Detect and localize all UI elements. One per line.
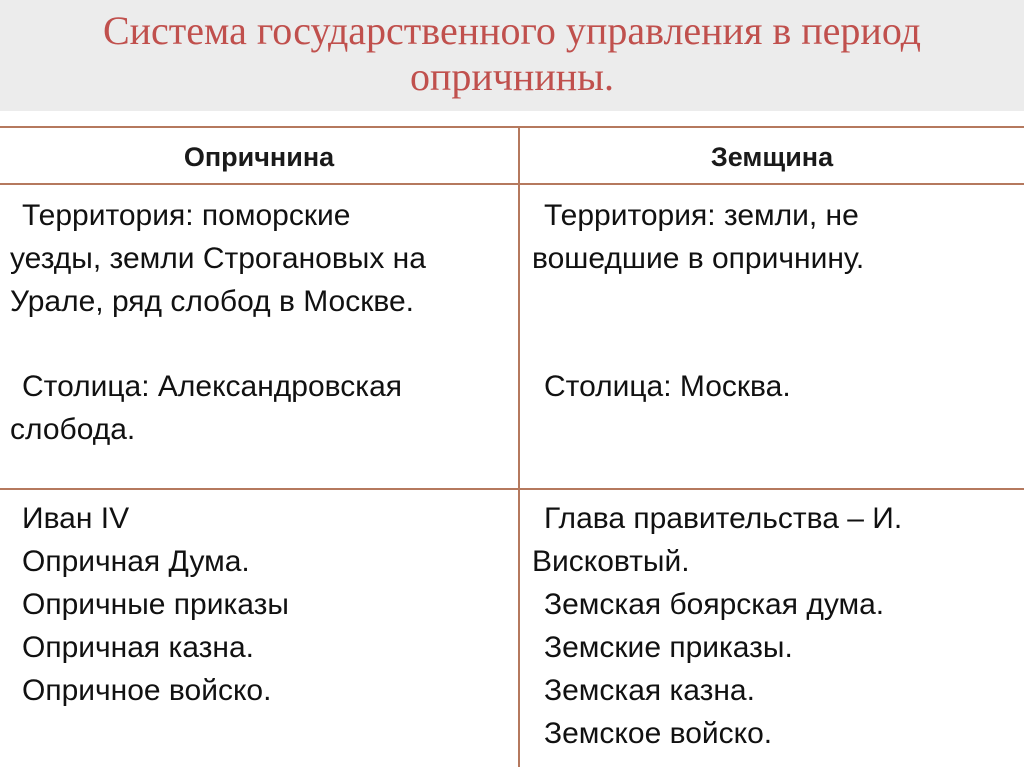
- list-item: Глава правительства – И.: [544, 502, 903, 535]
- title-line-2: опричнины.: [409, 54, 615, 99]
- list-item: Опричная Дума.: [22, 545, 250, 578]
- list-item: Земские приказы.: [544, 631, 793, 664]
- text-line: Столица: Москва.: [544, 370, 791, 403]
- oprichnina-institutions: [22, 497, 289, 712]
- list-item: Опричное войско.: [22, 674, 272, 707]
- list-item: Опричная казна.: [22, 631, 254, 664]
- oprichnina-capital: [10, 365, 402, 451]
- list-item: Земское войско.: [544, 717, 773, 750]
- text-line: уезды, земли Строгановых на: [10, 242, 426, 275]
- header-separator: [0, 183, 1024, 185]
- row-separator: [0, 488, 1024, 490]
- list-item: Висковтый.: [532, 545, 690, 578]
- text-line: Территория: поморские: [22, 199, 351, 232]
- title-box: [0, 0, 1024, 111]
- oprichnina-territory: [10, 194, 426, 323]
- zemshchina-territory: [532, 194, 864, 280]
- table-top-border: [0, 126, 1024, 128]
- list-item: Опричные приказы: [22, 588, 289, 621]
- zemshchina-capital: [532, 365, 791, 408]
- zemshchina-institutions: [532, 497, 902, 755]
- text-line: слобода.: [10, 413, 136, 446]
- text-line: Столица: Александровская: [22, 370, 402, 403]
- text-line: вошедшие в опричнину.: [532, 242, 865, 275]
- list-item: Земская боярская дума.: [544, 588, 885, 621]
- header-zemshchina: Земщина: [710, 142, 834, 172]
- text-line: Урале, ряд слобод в Москве.: [10, 285, 414, 318]
- header-oprichnina: Опричнина: [183, 142, 335, 172]
- comparison-table: [0, 126, 1024, 767]
- page-title: [0, 8, 1024, 100]
- column-separator: [518, 126, 520, 767]
- list-item: Иван IV: [22, 502, 130, 535]
- list-item: Земская казна.: [544, 674, 755, 707]
- text-line: Территория: земли, не: [544, 199, 859, 232]
- title-line-1: Система государственного управления в период: [102, 8, 922, 53]
